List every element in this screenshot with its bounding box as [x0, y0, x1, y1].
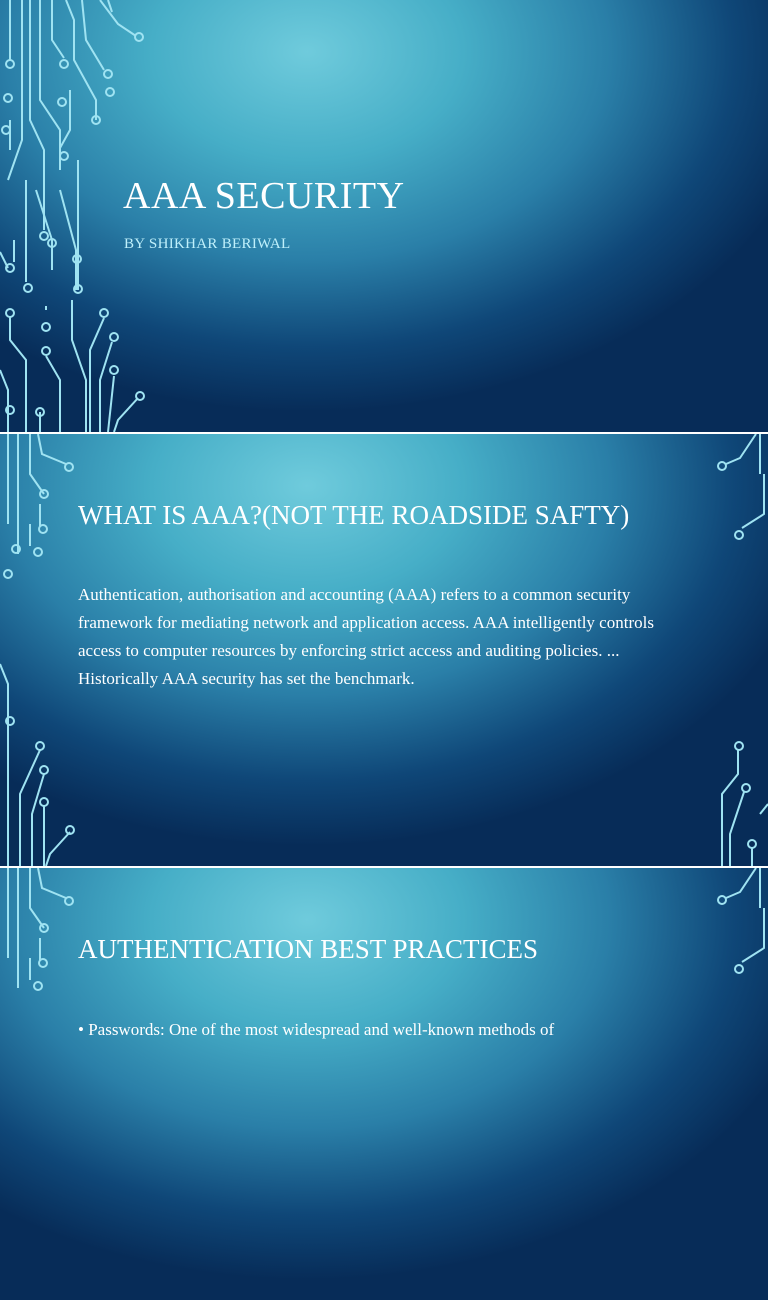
slide-heading: AUTHENTICATION BEST PRACTICES [78, 934, 539, 964]
slide-body-text: • Passwords: One of the most widespread and well-known methods of [78, 1020, 555, 1039]
slide-title[interactable] [0, 0, 768, 432]
slide-title-heading: AAA SECURITY [123, 175, 405, 217]
slide-what-is-aaa[interactable] [0, 434, 768, 866]
circuit-decoration [0, 868, 768, 1300]
slide-authentication-best-practices[interactable] [0, 868, 768, 1300]
slide-subtitle: BY SHIKHAR BERIWAL [124, 236, 291, 252]
slide-body-text: Authentication, authorisation and accounting (AAA) refers to a common security framework for mediating network and application access. AAA intelligently controls access to computer resources by enforcing strict access and auditing policies. ... Historically AAA security has set the benchmark. [78, 585, 654, 688]
slide-heading: WHAT IS AAA?(NOT THE ROADSIDE SAFTY) [78, 500, 630, 530]
